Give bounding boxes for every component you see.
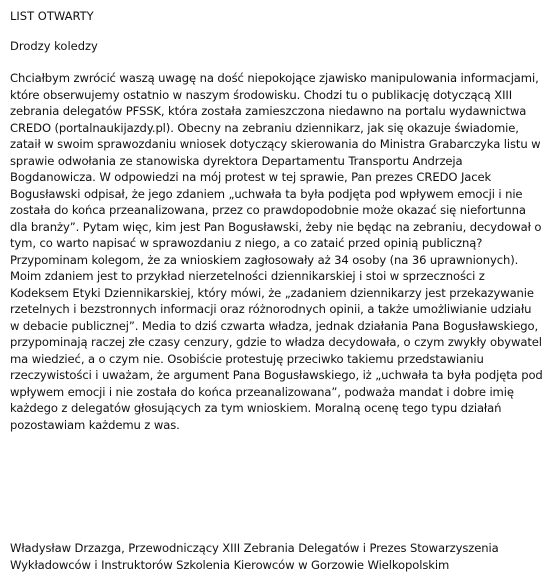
signature-line-2: Wykładowców i Instruktorów Szkolenia Kierowców w Gorzowie Wielkopolskim xyxy=(10,557,450,572)
letter-body: Chciałbym zwrócić waszą uwagę na dość niepokojące zjawisko manipulowania informacjami, które obserwujemy ostatnio w naszym środowisku. Chodzi tu o publikację dotyczącą XIII zebrania delegatów PFSSK, która została zamieszczona niedawno na portalu wydawnictwa CREDO (portalnaukijazdy.pl). Obecny na zebraniu dziennikarz, jak się okazuje świadomie, zataił w swoim sprawozdaniu wniosek dotyczący skierowania do Ministra Grabarczyka listu w sprawie odwołania ze stanowiska dyrektora Departamentu Transportu Andrzeja Bogdanowicza. W odpowiedzi na mój protest w tej sprawie, Pan prezes CREDO Jacek Bogusławski odpisał, że jego zdaniem „uchwała ta była podjęta pod wpływem emocji i nie została do końca przeanalizowana, przez co prawdopodobnie może okazać się niefortunna dla branży”. Pytam więc, kim jest Pan Bogusławski, żeby nie będąc na zebraniu, decydował o tym, co warto napisać w sprawozdaniu z niego, a co zataić przed opinią publiczną? Przypominam kolegom, że za wnioskiem zagłosowały aż 34 osoby (na 36 uprawnionych). Moim zdaniem jest to przykład nierzetelności dziennikarskiej i stoi w sprzeczności z Kodeksem Etyki Dziennikarskiej, który mówi, że „zadaniem dziennikarzy jest przekazywanie rzetelnych i bezstronnych informacji oraz różnorodnych opinii, a także umożliwianie udziału w debacie publicznej”. Media to dziś czwarta władza, jednak działania Pana Bogusławskiego, przypominają raczej złe czasy cenzury, gdzie to władza decydowała, o czym zwykły obywatel ma wiedzieć, a o czym nie. Osobiście protestuję przeciwko takiemu przedstawianiu rzeczywistości i uważam, że argument Pana Bogusławskiego, iż „uchwała ta była podjęta pod wpływem emocji i nie została do końca przeanalizowana”, podważa mandat i dobre imię każdego z delegatów głosujących za tym wnioskiem. Moralną ocenę tego typu działań pozostawiam każdemu z was. xyxy=(10,71,543,432)
letter-signature xyxy=(10,540,544,573)
signature-line-1: Władysław Drzazga, Przewodniczący XIII Zebrania Delegatów i Prezes Stowarzyszenia xyxy=(10,541,499,555)
letter-greeting: Drodzy koledzy xyxy=(10,39,98,53)
letter-title: LIST OTWARTY xyxy=(10,9,94,23)
